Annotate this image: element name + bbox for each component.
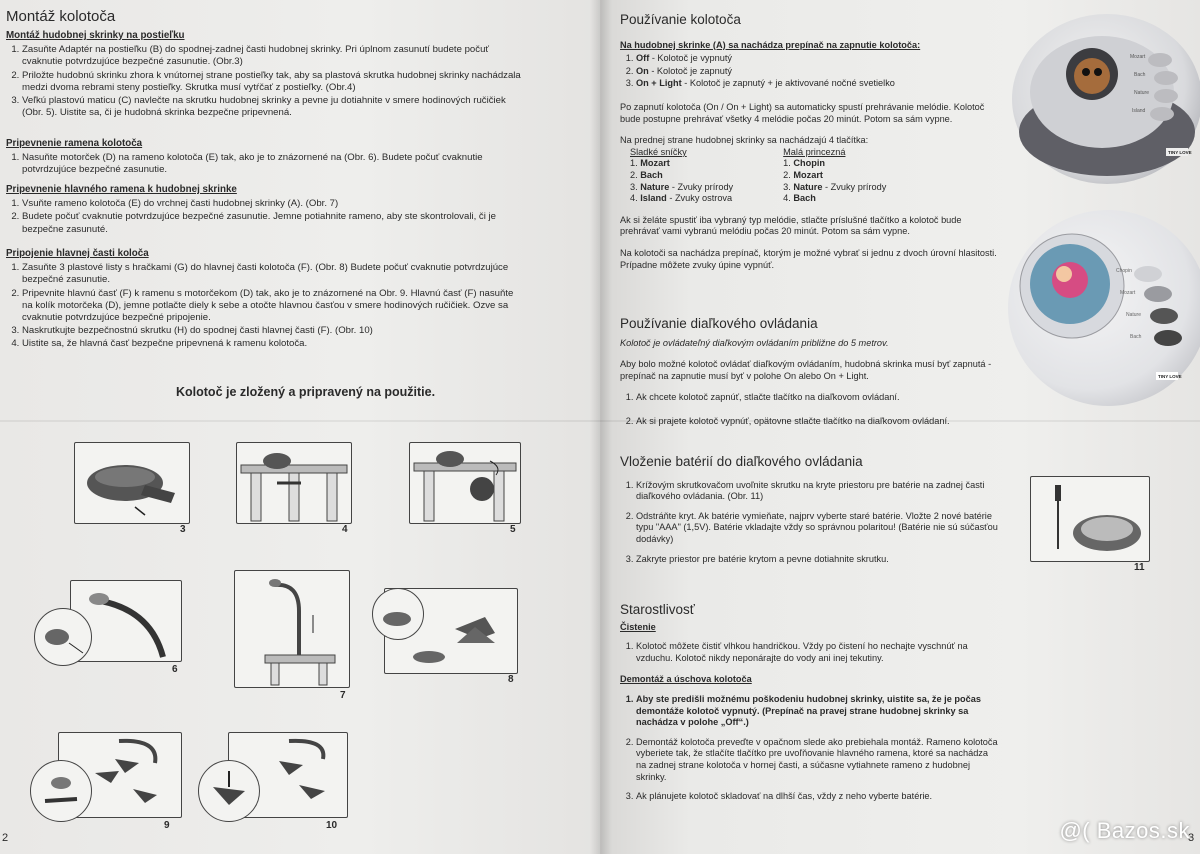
page-number: 3 (1188, 832, 1195, 844)
paragraph: Ak si želáte spustiť iba vybraný typ melódie, stlačte príslušné tlačítko a kolotoč bude prehrávať vami vybranú melódiu počas 20 minút. Potom sa sám vypne. (620, 214, 962, 237)
list-item: 2. Budete počuť cvaknutie potvrdzujúce bezpečné zasunutie. Jemne potiahnite rameno, aby ste skontrolovali, či je bezpečne zasunuté. (22, 211, 526, 235)
list-item: 2. Ak si prajete kolotoč vypnúť, opätovne stlačte tlačítko na diaľkovom ovládaní. (636, 416, 1000, 428)
paper-crease (0, 420, 1200, 422)
figure-9-detail (30, 760, 92, 822)
button-label: Nature (1134, 90, 1150, 96)
leaf-detail-illustration (373, 589, 423, 639)
figure-7 (234, 570, 350, 688)
list-item: 3. Naskrutkujte bezpečnostnú skrutku (H) do spodnej časti hlavnej časti (F). (Obr. 10) (22, 325, 526, 337)
list-item: 3. On + Light - Kolotoč je zapnutý + je aktivované nočné svetielko (636, 78, 1000, 90)
ready-heading: Kolotoč je zložený a pripravený na použitie. (176, 385, 436, 399)
section-mount-box (6, 30, 526, 120)
list-item: 2. On - Kolotoč je zapnutý (636, 66, 1000, 78)
care-section (620, 604, 1000, 804)
paragraph: Kolotoč je ovládateľný diaľkovým ovládaním približne do 5 metrov. (620, 337, 889, 348)
list-item: 3. Zakryte priestor pre batérie krytom a pevne dotiahnite skrutku. (636, 554, 1000, 566)
section-subtitle: Pripevnenie ramena kolotoča (6, 138, 143, 149)
section-subtitle: Pripojenie hlavnej časti koloča (6, 248, 149, 259)
figure-number: 5 (510, 524, 516, 535)
figure-6-detail (34, 608, 92, 666)
usage-section (620, 14, 1000, 271)
list-item: 1. Nasuňte motorček (D) na rameno kolotoča (E) tak, ako je to znázornené na (Obr. 6). Budete počuť cvaknutie potvrdzujúce bezpečné zasunutie. (22, 152, 526, 176)
arm-insertion-illustration (235, 571, 349, 687)
button-label: Bach (1134, 72, 1146, 78)
watermark: @( Bazos.sk (1059, 818, 1190, 843)
list-item: 1. Ak chcete kolotoč zapnúť, stlačte tlačítko na diaľkovom ovládaní. (636, 392, 1000, 404)
button-label: Mozart (1120, 290, 1136, 296)
paragraph: Po zapnutí kolotoča (On / On + Light) sa automaticky spustí prehrávanie melódie. Kolotoč bude postupne prehrávať všetky 4 melódie počas 20 minút. Potom sa sám vypne. (620, 101, 985, 124)
melody-column: Sladké sníčky 1. Mozart 2. Bach 3. Nature - Zvuky prírody 4. Island - Zvuky ostrova (630, 146, 734, 204)
figure-number: 7 (340, 690, 346, 701)
section-main-arm (6, 184, 526, 237)
music-box-illustration (1008, 210, 1200, 406)
music-box-photo-monkey (1012, 14, 1200, 184)
section-attach-arm (6, 138, 526, 178)
figure-number: 11 (1134, 562, 1145, 573)
figure-number: 9 (164, 820, 170, 831)
list-item: 1. Off - Kolotoč je vypnutý (636, 53, 1000, 65)
figure-8-detail (372, 588, 424, 640)
button-label: Island (1132, 108, 1146, 114)
motor-detail-illustration (35, 609, 91, 665)
page-title-left: Montáž kolotoča (6, 8, 116, 25)
switch-heading: Na hudobnej skrinke (A) sa nachádza prepínač na zapnutie kolotoča: (620, 39, 921, 50)
battery-section (620, 456, 1000, 566)
figure-4 (236, 442, 352, 524)
remote-screwdriver-illustration (1031, 477, 1149, 561)
connection-detail-illustration (31, 761, 91, 821)
list-item: 2. Pripevnite hlavnú časť (F) k ramenu s motorčekom (D) tak, ako je to znázornené na Obr. 9. Hlavnú časť (F) nasuňte na kolík motorčeka (D), jemne potlačte diely k sebe a otočte hlavnou časťou v smere hodinových ručičiek. Ozve sa cvaknutie potvrdzujúce bezpečné pripojenie. (22, 288, 526, 325)
right-page (600, 0, 1200, 854)
list-item: 1. Vsuňte rameno kolotoča (E) do vrchnej časti hudobnej skrinky (A). (Obr. 7) (22, 198, 526, 210)
list-item: 3. Ak plánujete kolotoč skladovať na dlhší čas, vždy z neho vyberte batérie. (636, 791, 1000, 803)
crib-illustration (237, 443, 351, 523)
list-item: 1. Aby ste predišli možnému poškodeniu hudobnej skrinky, uistite sa, že je počas demontáže kolotoč vypnutý. (Prepínač na pravej strane hudobnej skrinky sa nachádza v polohe „Off“.) (636, 694, 1000, 729)
section-main-part (6, 248, 526, 352)
list-item: 2. Demontáž kolotoča preveďte v opačnom slede ako prebiehala montáž. Rameno kolotoča vyberiete tak, že stlačíte tlačítko pre uvoľňovanie hlavného ramena, ktoré sa nachádza na zadnej strane kolotoča v hornej časti, a súčasne vytiahnete rameno z hudobnej skrinky. (636, 737, 1000, 783)
brand-label: TINY LOVE (1168, 150, 1192, 155)
section-subtitle: Montáž hudobnej skrinky na postieľku (6, 30, 185, 41)
figure-11 (1030, 476, 1150, 562)
remote-section (620, 318, 1000, 429)
melody-columns (630, 147, 1000, 205)
brand-label: TINY LOVE (1158, 374, 1182, 379)
music-box-photo-princess (1008, 210, 1200, 406)
paragraph: Na prednej strane hudobnej skrinky sa nachádzajú 4 tlačítka: (620, 135, 869, 146)
figure-number: 3 (180, 524, 186, 535)
page-title-right: Používanie kolotoča (620, 12, 741, 27)
music-box-illustration (75, 443, 189, 523)
figure-3 (74, 442, 190, 524)
screw-detail-illustration (199, 761, 259, 821)
paragraph: Na kolotoči sa nachádza prepínač, ktorým je možné vybrať si jednu z dvoch úrovní hlasitosti. Prípadne môžete zvuky úpine vypnúť. (620, 247, 997, 270)
button-label: Nature (1126, 312, 1142, 318)
battery-heading: Vloženie batérií do diaľkového ovládania (620, 454, 863, 469)
music-box-illustration (1012, 14, 1200, 184)
page-fold (590, 0, 612, 854)
list-item: 2. Odstráňte kryt. Ak batérie vymieňate, najprv vyberte staré batérie. Vložte 2 nové batérie typu "AAA" (1,5V). Batérie vkladajte vždy so správnou polaritou! (Batérie nie sú súčasťou dodávky) (636, 511, 1000, 546)
list-item: 1. Zasuňte 3 plastové listy s hračkami (G) do hlavnej časti kolotoča (F). (Obr. 8) Budete počuť cvaknutie potvrdzujúce bezpečné zasunutie. (22, 262, 526, 286)
section-subtitle: Pripevnenie hlavného ramena k hudobnej skrinke (6, 184, 237, 195)
paragraph: Aby bolo možné kolotoč ovládať diaľkovým ovládaním, hudobná skrinka musí byť zapnutá - prepínač na zapnutie musí byť v polohe On alebo On + Light. (620, 359, 992, 381)
list-item: 1. Krížovým skrutkovačom uvoľnite skrutku na kryte priestoru pre batérie na zadnej časti diaľkového ovládania. (Obr. 11) (636, 480, 1000, 503)
clean-heading: Čistenie (620, 621, 656, 632)
page-number: 2 (2, 832, 9, 844)
list-item: 1. Zasuňte Adaptér na postieľku (B) do spodnej-zadnej časti hudobnej skrinky. Pri úplnom zasunutí budete počuť cvaknutie potvrdzujúce bezpečné zasunutie. (Obr.3) (22, 44, 526, 68)
remote-heading: Používanie diaľkového ovládania (620, 316, 818, 331)
list-item: 1. Kolotoč môžete čistiť vlhkou handričkou. Vždy po čistení ho nechajte vyschnúť na vzduchu. Kolotoč nikdy neponárajte do vody ani inej tekutiny. (636, 641, 1000, 664)
dismount-heading: Demontáž a úschova kolotoča (620, 674, 752, 685)
figure-number: 6 (172, 664, 178, 675)
list-item: 4. Uistite sa, že hlavná časť bezpečne pripevnená k ramenu kolotoča. (22, 338, 526, 350)
button-label: Mozart (1130, 54, 1146, 60)
figure-number: 8 (508, 674, 514, 685)
figure-5 (409, 442, 521, 524)
figure-10-detail (198, 760, 260, 822)
button-label: Bach (1130, 334, 1142, 340)
list-item: 2. Priložte hudobnú skrinku zhora k vnútornej strane postieľky tak, aby sa plastová skrutka hudobnej skrinky nachádzala medzi dvoma rebrami steny postieľky. Skrutka musí vytŕčať z postieľky. (Obr.4) (22, 70, 526, 94)
button-label: Chopin (1116, 268, 1132, 274)
nut-illustration (410, 443, 520, 523)
figure-number: 10 (326, 820, 338, 831)
list-item: 3. Veľkú plastovú maticu (C) navlečte na skrutku hudobnej skrinky a pevne ju dotiahnite v smere hodinových ručičiek (Obr. 5). Uistite sa, či je hudobná skrinka bezpečne pripevnená. (22, 95, 526, 119)
melody-column: Malá princezná 1. Chopin 2. Mozart 3. Nature - Zvuky prírody 4. Bach (783, 146, 887, 204)
figure-number: 4 (342, 524, 348, 535)
care-heading: Starostlivosť (620, 602, 695, 617)
